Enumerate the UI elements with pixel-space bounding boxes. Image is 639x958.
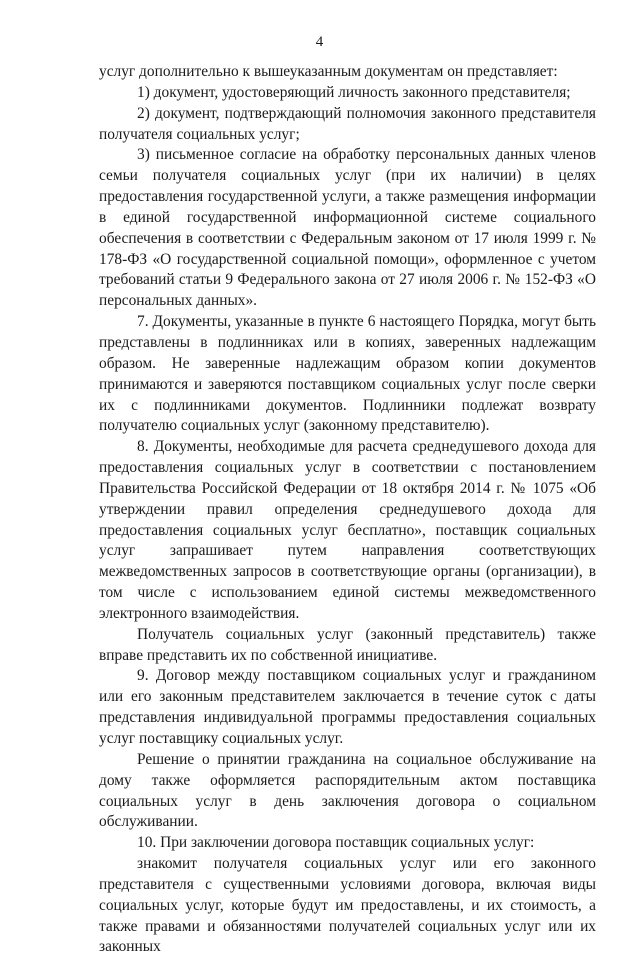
clause-10: 10. При заключении договора поставщик социальных услуг:	[137, 834, 535, 852]
clause-8: 8. Документы, необходимые для расчета среднедушевого дохода для предоставления социальных услуг в соответствии с постановлением Правительства Российской Федерации от 18 октября 2014 г. № 1075 «Об утверждении правил определения среднедушевого дохода для предоставления социальных услуг бесплатно», поставщик социальных услуг запрашивает путем направления соответствующих межведомственных запросов в соответствующие органы (организации), в том числе с использованием единой системы межведомственного электронного взаимодействия.	[99, 438, 596, 622]
clause-10-item: знакомит получателя социальных услуг или его законного представителя с существенными условиями договора, включая виды социальных услуг, которые будут им предоставлены, и их стоимость, а также правами и обязанностями получателей социальных услуг или их законных	[99, 855, 596, 956]
list-item-1: 1) документ, удостоверяющий личность законного представителя;	[137, 83, 571, 101]
list-item-3: 3) письменное согласие на обработку персональных данных членов семьи получателя социальных услуг (при их наличии) в целях предоставления государственной услуги, а также размещения информации в единой государственной информационной системе социального обеспечения в соответствии с Федеральным законом от 17 июля 1999 г. № 178-ФЗ «О государственной социальной помощи», оформленное с учетом требований статьи 9 Федерального закона от 27 июля 2006 г. № 152-ФЗ «О персональных данных».	[99, 146, 596, 310]
paragraph-continuation: услуг дополнительно к вышеуказанным документам он представляет:	[99, 63, 558, 80]
clause-8-addendum: Получатель социальных услуг (законный представитель) также вправе представить их по собственной инициативе.	[99, 625, 596, 664]
page-number: 4	[315, 34, 324, 50]
document-body	[99, 62, 596, 958]
clause-9-addendum: Решение о принятии гражданина на социальное обслуживание на дому также оформляется распорядительным актом поставщика социальных услуг в день заключения договора о социальном обслуживании.	[99, 750, 596, 831]
list-item-2: 2) документ, подтверждающий полномочия законного представителя получателя социальных услуг;	[99, 104, 596, 143]
clause-9: 9. Договор между поставщиком социальных услуг и гражданином или его законным представителем заключается в течение суток с даты представления индивидуальной программы предоставления социальных услуг поставщику социальных услуг.	[99, 667, 596, 747]
clause-7: 7. Документы, указанные в пункте 6 настоящего Порядка, могут быть представлены в подлинниках или в копиях, заверенных надлежащим образом. Не заверенные надлежащим образом копии документов принимаются и заверяются поставщиком социальных услуг после сверки их с подлинниками документов. Подлинники подлежат возврату получателю социальных услуг (законному представителю).	[99, 313, 596, 435]
